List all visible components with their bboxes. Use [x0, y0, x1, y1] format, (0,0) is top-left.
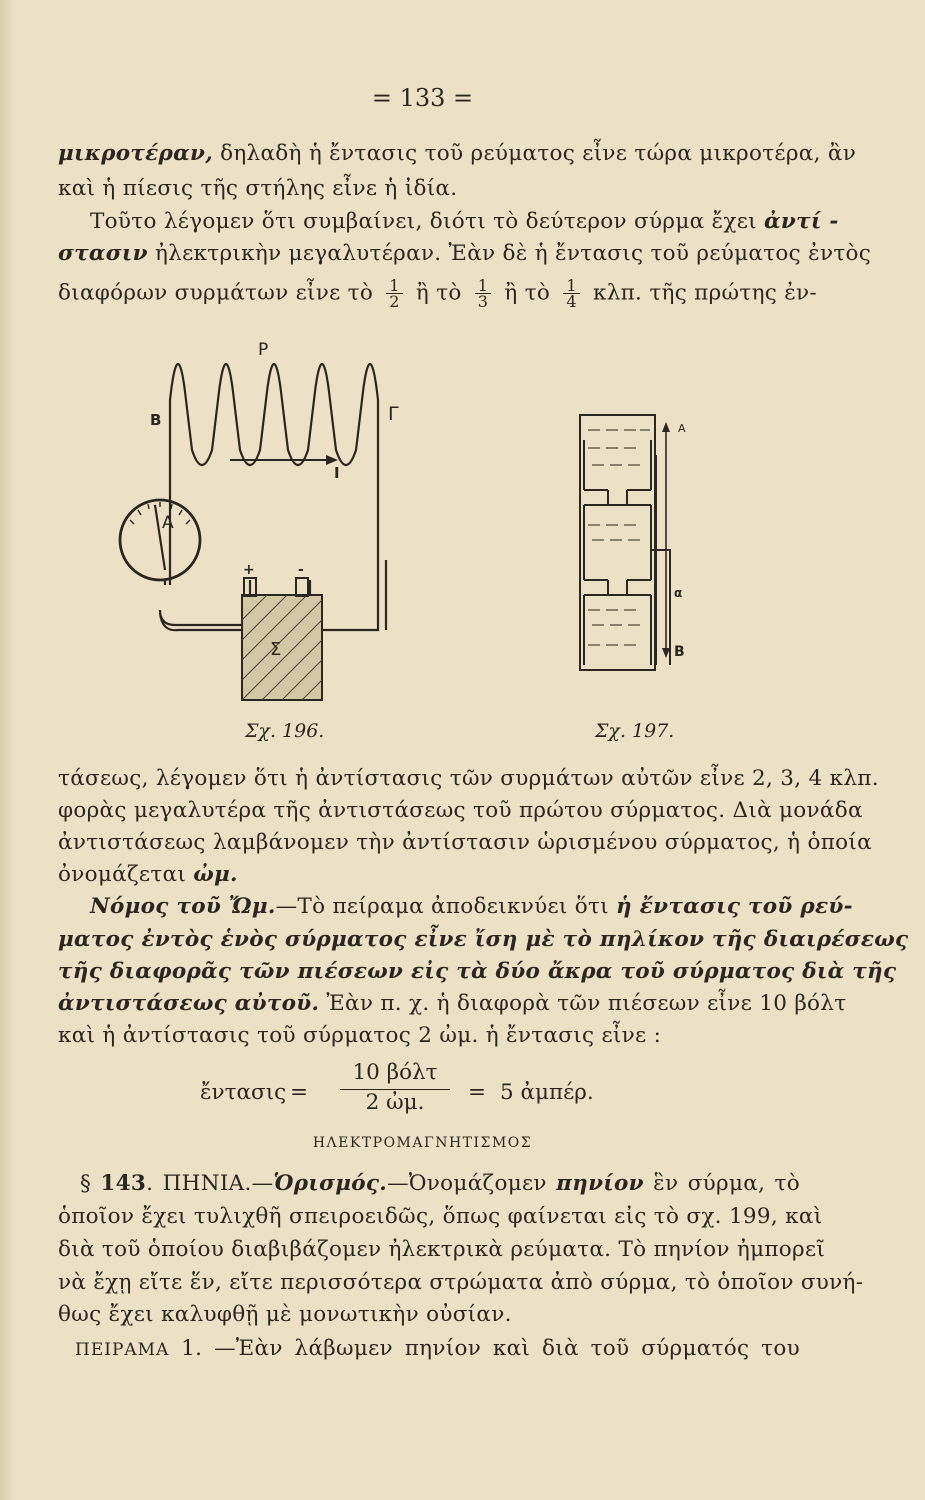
text-line-3: Τοῦτο λέγομεν ὅτι συμβαίνει, διότι τὸ δεύτερον σύρμα ἔχει ἀντί - [90, 209, 839, 234]
text-line-18: νὰ ἔχῃ εἴτε ἕν, εἴτε περισσότερα στρώματα ἀπὸ σύρμα, τὸ ὁποῖον συνή- [58, 1270, 864, 1295]
text-line-17: διὰ τοῦ ὁποίου διαβιβάζομεν ἠλεκτρικὰ ρεύματα. Τὸ πηνίον ἠμπορεῖ [58, 1237, 826, 1262]
label-P: Ρ [258, 340, 269, 360]
text-line-8: ἀντιστάσεως λαμβάνομεν τὴν ἀντίστασιν ὡρισμένου σύρματος, ἡ ὁποία [58, 830, 872, 855]
caption-figure-196: Σχ. 196. [245, 720, 325, 742]
text-line-6: τάσεως, λέγομεν ὅτι ἡ ἀντίστασις τῶν συρμάτων αὐτῶν εἶνε 2, 3, 4 κλπ. [58, 766, 879, 791]
text-line-15: § 143. ΠΗΝΙΑ.—Ὁρισμός.—Ὀνομάζομεν πηνίον ἓν σύρμα, τὸ [80, 1171, 800, 1196]
text-line-20: ΠΕΙΡΑΜΑ 1. —Ἐὰν λάβωμεν πηνίον καὶ διὰ τοῦ σύρματός του [75, 1336, 800, 1361]
text-line-1: μικροτέραν, δηλαδὴ ἡ ἔντασις τοῦ ρεύματος εἶνε τώρα μικροτέρα, ἂν [58, 141, 857, 166]
text-line-11: ματος ἐντὸς ἑνὸς σύρματος εἶνε ἴση μὲ τὸ πηλίκον τῆς διαιρέσεως [58, 927, 909, 952]
battery-cell [242, 578, 322, 700]
label-B: Β [150, 411, 162, 429]
label-S: Σ [270, 639, 282, 660]
label-B: Β [674, 644, 685, 660]
text-line-5: διαφόρων συρμάτων εἶνε τὸ $\frac{1}{2}$ ἢ τὸ $\frac{1}{3}$ ἢ τὸ $\frac{1}{4}$ κλπ. τῆς πρώτης ἐν- [58, 276, 817, 311]
resistance-wire-coil [170, 364, 378, 585]
fraction-one-half: $\frac{1}{2}$ [386, 278, 402, 309]
label-G: Γ [388, 403, 399, 425]
page-edge [0, 0, 14, 1500]
text-line-7: φορὰς μεγαλυτέρα τῆς ἀντιστάσεως τοῦ πρώτου σύρματος. Διὰ μονάδα [58, 798, 863, 823]
text-line-12: τῆς διαφορᾶς τῶν πιέσεων εἰς τὰ δύο ἄκρα τοῦ σύρματος διὰ τῆς [58, 959, 897, 984]
label-minus: - [298, 562, 304, 578]
label-A: Α [678, 422, 686, 435]
label-A: A [162, 513, 174, 533]
figure-196-circuit [110, 330, 420, 715]
text-line-13: ἀντιστάσεως αὐτοῦ. Ἐὰν π. χ. ἡ διαφορὰ τῶν πιέσεων εἶνε 10 βόλτ [58, 991, 847, 1016]
text-line-10: Νόμος τοῦ Ὤμ.—Τὸ πείραμα ἀποδεικνύει ὅτι ἡ ἔντασις τοῦ ρεύ- [90, 894, 853, 919]
text-line-4: στασιν ἠλεκτρικὴν μεγαλυτέραν. Ἐὰν δὲ ἡ ἔντασις τοῦ ρεύματος ἐντὸς [58, 241, 872, 266]
fraction-one-third: $\frac{1}{3}$ [475, 278, 491, 309]
formula-fraction: 10 βόλτ 2 ὠμ. [340, 1060, 450, 1115]
label-I: Ι [334, 464, 340, 482]
fraction-one-quarter: $\frac{1}{4}$ [563, 278, 579, 309]
text-line-9: ὀνομάζεται ὠμ. [58, 862, 238, 887]
text-line-14: καὶ ἡ ἀντίστασις τοῦ σύρματος 2 ὠμ. ἡ ἔντασις εἶνε : [58, 1023, 662, 1048]
section-heading: ΗΛΕΚΤΡΟΜΑΓΝΗΤΙΣΜΟΣ [312, 1135, 533, 1151]
vessel-body [580, 415, 655, 670]
figure-197-vessels [570, 410, 730, 680]
wire-left [160, 580, 250, 630]
ohm-formula: ἔντασις = 10 βόλτ 2 ὠμ. = 5 ἀμπέρ. [200, 1060, 594, 1115]
page-number: = 133 = [371, 84, 474, 112]
caption-figure-197: Σχ. 197. [595, 720, 675, 742]
text-line-16: ὁποῖον ἔχει τυλιχθῆ σπειροειδῶς, ὅπως φαίνεται εἰς τὸ σχ. 199, καὶ [58, 1204, 823, 1229]
label-alpha: α [674, 586, 683, 600]
text-line-19: θως ἔχει καλυφθῇ μὲ μονωτικὴν οὐσίαν. [58, 1302, 512, 1327]
label-plus: + [243, 562, 255, 578]
text-line-2: καὶ ἡ πίεσις τῆς στήλης εἶνε ἡ ἰδία. [58, 176, 458, 201]
